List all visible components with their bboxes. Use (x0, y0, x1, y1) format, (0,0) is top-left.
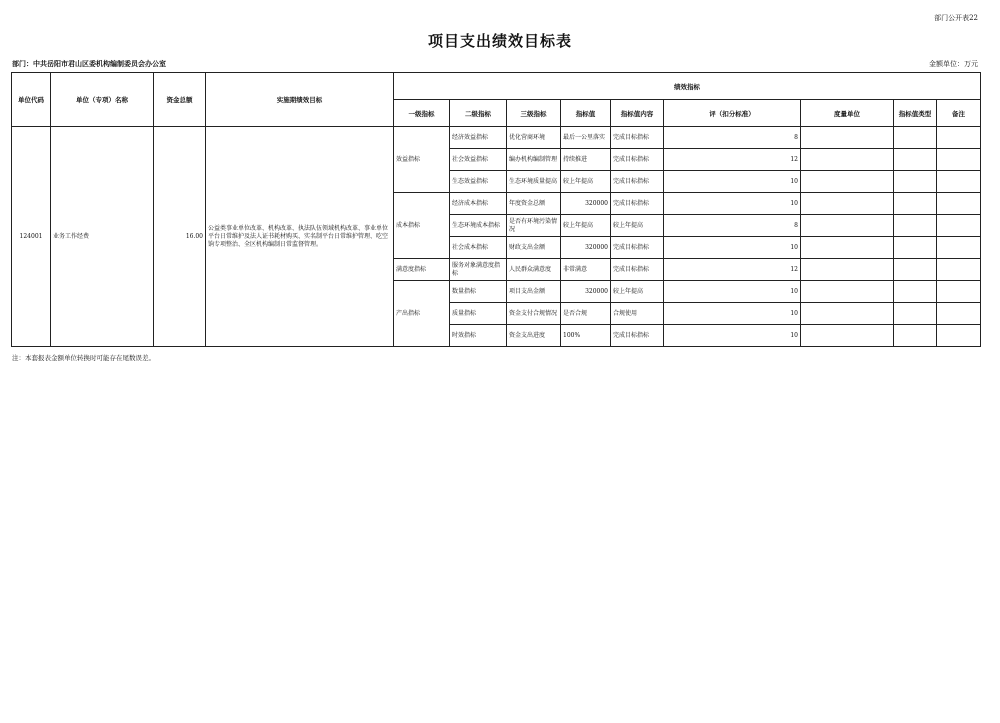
cell-level2: 社会效益指标 (450, 149, 507, 171)
cell-value-content: 完成目标指标 (611, 171, 664, 193)
performance-table (11, 72, 981, 347)
cell-value: 较上年提高 (561, 171, 611, 193)
cell-value-type (894, 325, 937, 347)
cell-level3: 资金支付合规情况 (507, 303, 561, 325)
table-row (12, 127, 981, 149)
header-unit-name: 单位（专项）名称 (51, 73, 154, 127)
cell-value: 是否合规 (561, 303, 611, 325)
cell-level2: 时效指标 (450, 325, 507, 347)
cell-level3: 年度资金总额 (507, 193, 561, 215)
cell-remark (937, 149, 981, 171)
cell-value-type (894, 237, 937, 259)
cell-value-content: 完成目标指标 (611, 193, 664, 215)
cell-total-funds: 16.00 (154, 127, 206, 347)
cell-value: 320000 (561, 281, 611, 303)
cell-value: 持续推进 (561, 149, 611, 171)
cell-value-type (894, 149, 937, 171)
cell-value-type (894, 303, 937, 325)
cell-level2: 数量指标 (450, 281, 507, 303)
header-value-type: 指标值类型 (894, 100, 937, 127)
cell-value-content: 完成目标指标 (611, 325, 664, 347)
header-level1: 一级指标 (394, 100, 450, 127)
cell-level3: 优化营商环境 (507, 127, 561, 149)
cell-remark (937, 237, 981, 259)
cell-remark (937, 303, 981, 325)
cell-value: 320000 (561, 237, 611, 259)
cell-score: 10 (664, 193, 801, 215)
header-goal: 实施期绩效目标 (206, 73, 394, 127)
cell-value: 最后一公里落实 (561, 127, 611, 149)
cell-value-type (894, 215, 937, 237)
cell-value-type (894, 193, 937, 215)
cell-value-type (894, 127, 937, 149)
cell-score: 12 (664, 149, 801, 171)
cell-level2: 经济成本指标 (450, 193, 507, 215)
cell-level3: 财政支出金额 (507, 237, 561, 259)
form-number-label: 部门公开表22 (934, 14, 978, 22)
header-unit-code: 单位代码 (12, 73, 51, 127)
cell-value-type (894, 259, 937, 281)
cell-level2: 服务对象满意度指标 (450, 259, 507, 281)
cell-level3: 生态环境质量提高 (507, 171, 561, 193)
cell-measure-unit (801, 127, 894, 149)
cell-unit-name: 业务工作经费 (51, 127, 154, 347)
header-level3: 三级指标 (507, 100, 561, 127)
cell-measure-unit (801, 237, 894, 259)
cell-value: 320000 (561, 193, 611, 215)
cell-measure-unit (801, 303, 894, 325)
cell-value-type (894, 171, 937, 193)
cell-value: 较上年提高 (561, 215, 611, 237)
cell-score: 10 (664, 303, 801, 325)
cell-score: 8 (664, 215, 801, 237)
cell-value-type (894, 281, 937, 303)
cell-value: 非常满意 (561, 259, 611, 281)
cell-unit-code: 124001 (12, 127, 51, 347)
cell-value-content: 完成目标指标 (611, 127, 664, 149)
cell-value-content: 较上年提高 (611, 215, 664, 237)
cell-measure-unit (801, 215, 894, 237)
page-title: 项目支出绩效目标表 (427, 32, 572, 50)
amount-unit-label: 金额单位：万元 (929, 60, 978, 68)
cell-measure-unit (801, 171, 894, 193)
cell-remark (937, 171, 981, 193)
cell-measure-unit (801, 325, 894, 347)
cell-value-content: 完成目标指标 (611, 149, 664, 171)
table-body (12, 127, 981, 347)
cell-measure-unit (801, 193, 894, 215)
cell-level2: 经济效益指标 (450, 127, 507, 149)
cell-level3: 人民群众满意度 (507, 259, 561, 281)
cell-value: 100% (561, 325, 611, 347)
header-remark: 备注 (937, 100, 981, 127)
cell-value-content: 较上年提高 (611, 281, 664, 303)
cell-level1: 成本指标 (394, 193, 450, 259)
cell-measure-unit (801, 259, 894, 281)
cell-value-content: 合规使用 (611, 303, 664, 325)
cell-remark (937, 281, 981, 303)
cell-remark (937, 215, 981, 237)
cell-level1: 效益指标 (394, 127, 450, 193)
cell-remark (937, 325, 981, 347)
cell-score: 8 (664, 127, 801, 149)
cell-measure-unit (801, 281, 894, 303)
header-indicators: 绩效指标 (394, 73, 981, 100)
cell-value-content: 完成目标指标 (611, 259, 664, 281)
cell-level1: 产出指标 (394, 281, 450, 347)
cell-level1: 满意度指标 (394, 259, 450, 281)
header-measure-unit: 度量单位 (801, 100, 894, 127)
header-score: 评（扣分标准） (664, 100, 801, 127)
header-value-content: 指标值内容 (611, 100, 664, 127)
cell-level2: 质量指标 (450, 303, 507, 325)
cell-score: 12 (664, 259, 801, 281)
header-level2: 二级指标 (450, 100, 507, 127)
cell-measure-unit (801, 149, 894, 171)
cell-remark (937, 193, 981, 215)
cell-level3: 是否有环境污染情况 (507, 215, 561, 237)
cell-remark (937, 259, 981, 281)
header-total-funds: 资金总额 (154, 73, 206, 127)
department-label: 部门：中共岳阳市君山区委机构编制委员会办公室 (12, 60, 166, 68)
cell-value-content: 完成目标指标 (611, 237, 664, 259)
cell-level2: 社会成本指标 (450, 237, 507, 259)
cell-score: 10 (664, 171, 801, 193)
cell-level3: 资金支出进度 (507, 325, 561, 347)
footnote: 注：本套报表金额单位转换时可能存在尾数误差。 (12, 354, 155, 362)
cell-remark (937, 127, 981, 149)
cell-level3: 项目支出金额 (507, 281, 561, 303)
header-value: 指标值 (561, 100, 611, 127)
cell-level2: 生态效益指标 (450, 171, 507, 193)
cell-score: 10 (664, 281, 801, 303)
cell-level2: 生态环境成本指标 (450, 215, 507, 237)
cell-goal: 公益类事业单位改革、机构改革、执法队伍领域机构改革、事业单位平台日常维护及法人证书耗材购买、实名制平台日常维护管理、吃空饷专项整治、全区机构编制日常监督管理。 (206, 127, 394, 347)
cell-level3: 编办机构编制管理 (507, 149, 561, 171)
cell-score: 10 (664, 237, 801, 259)
cell-score: 10 (664, 325, 801, 347)
